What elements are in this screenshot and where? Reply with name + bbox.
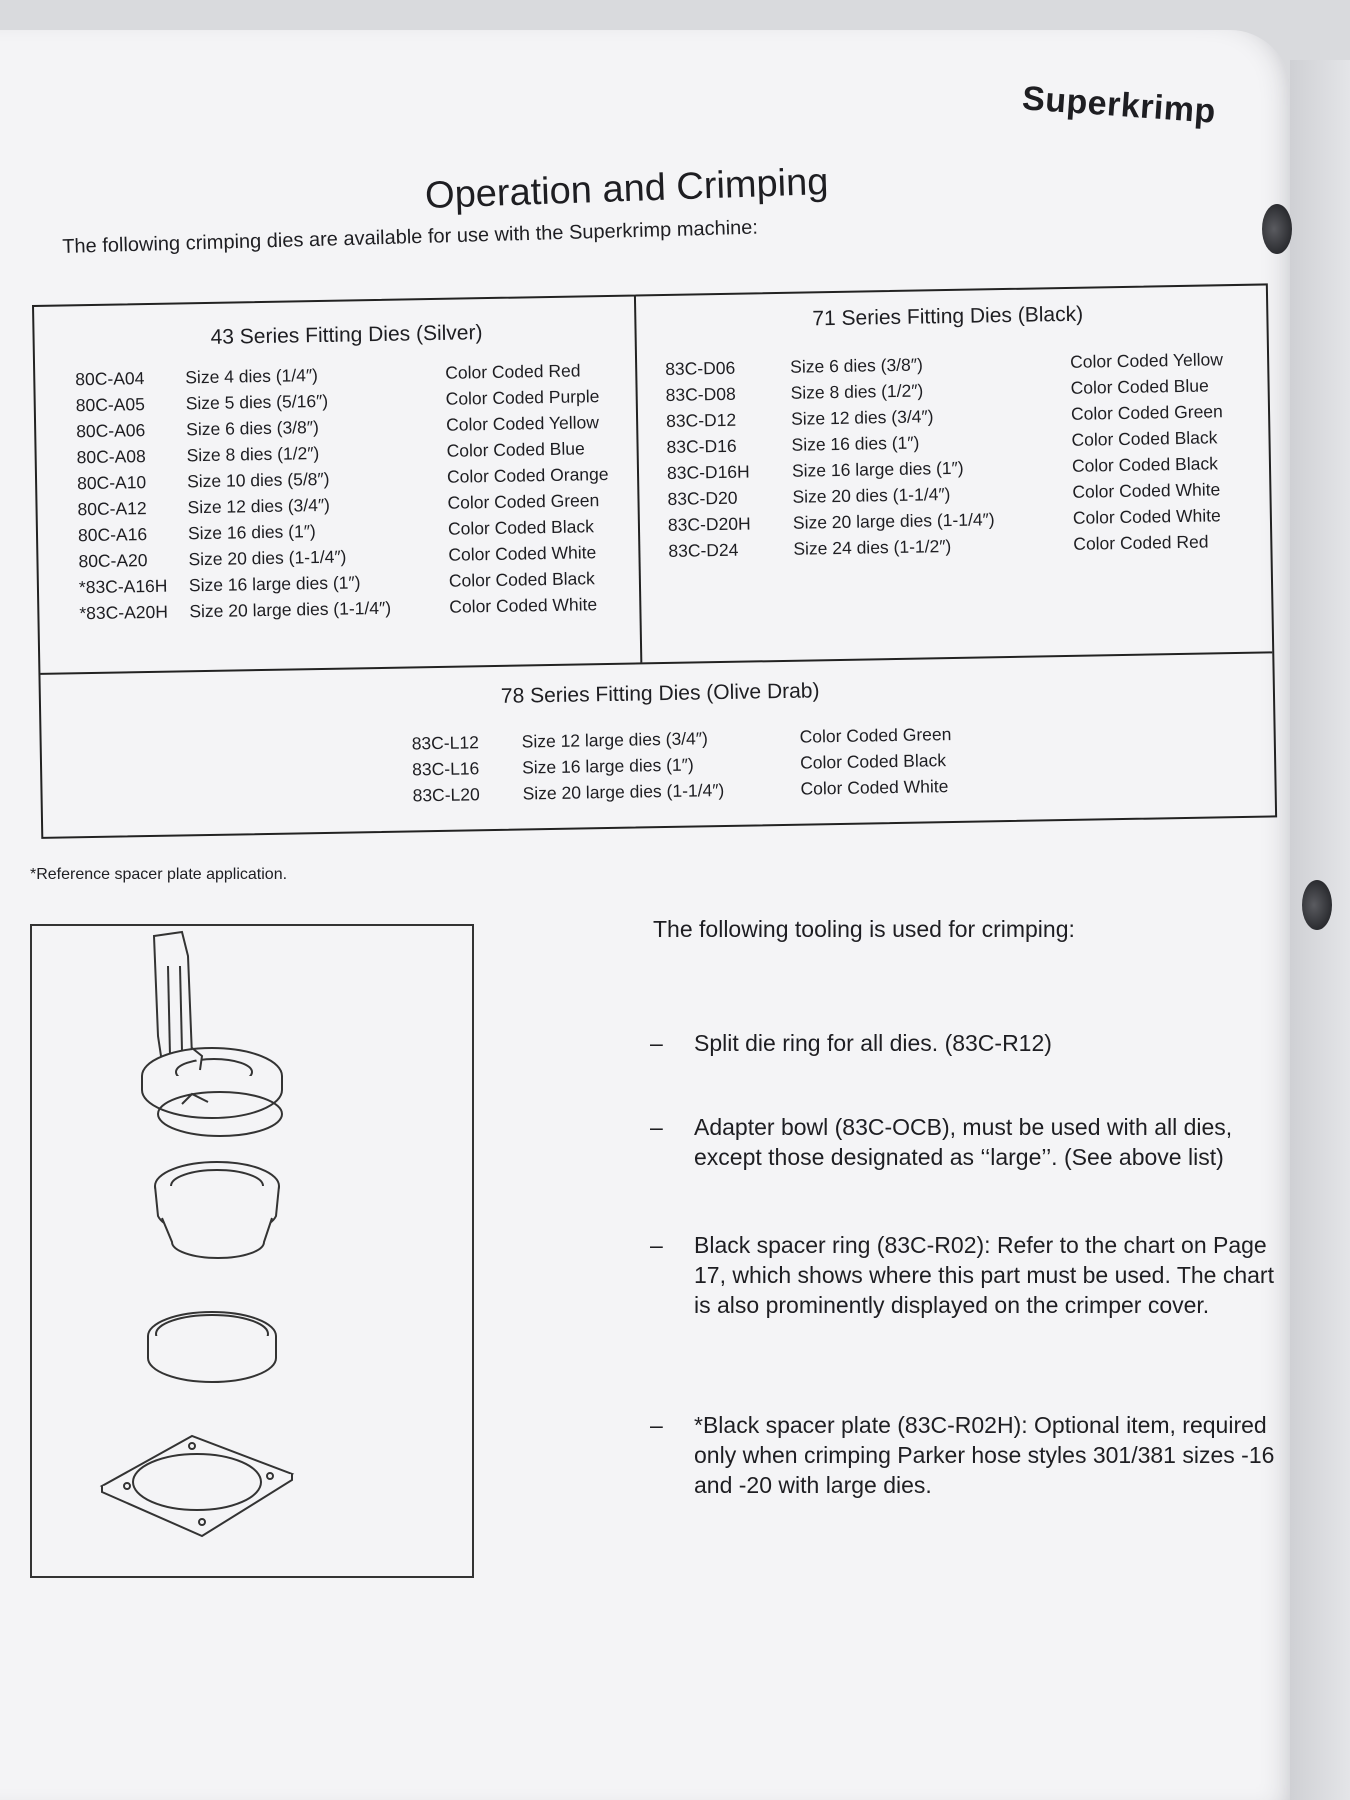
table-row: 83C-L20 Size 20 large dies (1-1/4″) Color Coded White <box>412 775 949 805</box>
table-row: 80C-A10 Size 10 dies (5/8″) Color Coded Orange <box>76 463 609 493</box>
dash-bullet: – <box>650 1232 663 1258</box>
next-page-edge <box>1290 60 1350 1800</box>
intro-text: The following crimping dies are available for use with the Superkrimp machine: <box>62 216 759 258</box>
tooling-item <box>650 1028 1294 1058</box>
tooling-title: The following tooling is used for crimping: <box>653 916 1075 942</box>
table-row: 83C-D20H Size 20 large dies (1-1/4″) Color Coded White <box>667 504 1221 535</box>
table-row: 80C-A20 Size 20 dies (1-1/4″) Color Coded White <box>78 541 597 571</box>
table-row: 83C-L16 Size 16 large dies (1″) Color Coded Black <box>411 749 947 779</box>
tooling-item-text: Split die ring for all dies. (83C-R12) <box>694 1030 1052 1056</box>
spacer-ring-drawing <box>148 1312 276 1382</box>
table-row: 80C-A08 Size 8 dies (1/2″) Color Coded Blue <box>76 437 585 467</box>
tooling-item <box>650 1112 1294 1172</box>
tooling-drawing <box>32 926 472 1576</box>
table-row: *83C-A16H Size 16 large dies (1″) Color Coded Black <box>78 567 595 597</box>
binder-hole-middle <box>1302 880 1332 930</box>
tooling-item <box>650 1230 1294 1320</box>
table-row: 80C-A05 Size 5 dies (5/16″) Color Coded Purple <box>75 385 600 415</box>
table-row: 83C-D20 Size 20 dies (1-1/4″) Color Coded White <box>667 478 1221 509</box>
dash-bullet: – <box>650 1114 663 1140</box>
series-43-title: 43 Series Fitting Dies (Silver) <box>210 321 483 349</box>
tooling-item <box>650 1410 1294 1500</box>
binder-hole-top <box>1262 204 1292 254</box>
series-71-title: 71 Series Fitting Dies (Black) <box>812 302 1084 331</box>
table-row: 80C-A06 Size 6 dies (3/8″) Color Coded Yellow <box>76 411 600 441</box>
table-row: 83C-D08 Size 8 dies (1/2″) Color Coded Blue <box>665 374 1209 405</box>
dash-bullet: – <box>650 1030 663 1056</box>
adapter-bowl-drawing <box>155 1162 279 1258</box>
table-row: 80C-A16 Size 16 dies (1″) Color Coded Black <box>77 515 595 545</box>
series-71-table <box>665 346 1226 564</box>
footnote: *Reference spacer plate application. <box>30 866 288 883</box>
tooling-item-text: *Black spacer plate (83C-R02H): Optional item, required only when crimping Parker hose styles 301/381 sizes -16 and -20 with large dies. <box>694 1412 1275 1498</box>
column-divider <box>634 296 642 662</box>
tooling-item-text: Adapter bowl (83C-OCB), must be used with all dies, except those designated as ‘‘large’’. (See above list) <box>694 1114 1233 1170</box>
series-78-title: 78 Series Fitting Dies (Olive Drab) <box>500 679 820 708</box>
table-row: 83C-L12 Size 12 large dies (3/4″) Color Coded Green <box>411 723 952 753</box>
series-43-table <box>75 357 611 626</box>
spacer-plate-drawing <box>102 1436 292 1536</box>
page-title: Operation and Crimping <box>424 160 830 218</box>
table-row: 80C-A04 Size 4 dies (1/4″) Color Coded Red <box>75 359 581 389</box>
series-78-table <box>411 721 952 808</box>
table-row: 83C-D16 Size 16 dies (1″) Color Coded Black <box>666 426 1218 457</box>
table-row: 83C-D16H Size 16 large dies (1″) Color Coded Black <box>666 452 1219 483</box>
split-die-ring-drawing <box>142 932 282 1136</box>
dies-table-box <box>32 283 1277 838</box>
brand-name: Superkrimp <box>1020 79 1218 131</box>
table-row: 83C-D06 Size 6 dies (3/8″) Color Coded Yellow <box>665 348 1224 379</box>
table-row: *83C-A20H Size 20 large dies (1-1/4″) Color Coded White <box>79 593 598 623</box>
dash-bullet: – <box>650 1412 663 1438</box>
tooling-illustration <box>30 924 474 1578</box>
row-divider <box>40 651 1272 675</box>
tooling-item-text: Black spacer ring (83C-R02): Refer to the chart on Page 17, which shows where this part must be used. The chart is also prominently displayed on the crimper cover. <box>694 1232 1274 1318</box>
table-row: 80C-A12 Size 12 dies (3/4″) Color Coded Green <box>77 489 600 519</box>
table-row: 83C-D24 Size 24 dies (1-1/2″) Color Coded Red <box>668 531 1209 561</box>
table-row: 83C-D12 Size 12 dies (3/4″) Color Coded Green <box>665 400 1223 431</box>
